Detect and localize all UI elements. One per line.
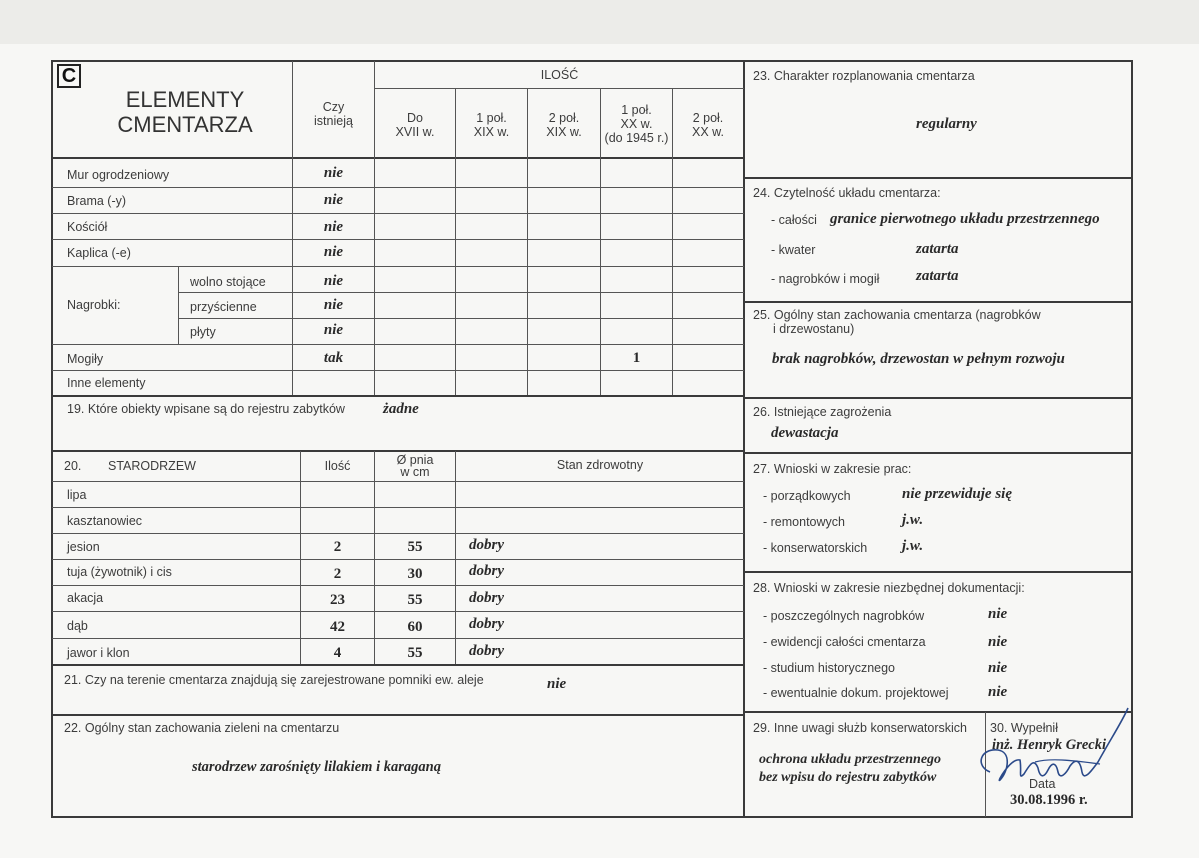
q22-label: 22. Ogólny stan zachowania zieleni na cmentarzu	[64, 721, 340, 735]
header-bottom-line	[52, 157, 744, 159]
q27-label: 27. Wnioski w zakresie prac:	[753, 462, 912, 476]
header-period: 2 poł. XIX w.	[546, 111, 582, 139]
grid-line	[52, 187, 744, 188]
nagrobki-exists: nie	[323, 273, 344, 289]
column-divider	[743, 61, 745, 817]
grid-line	[52, 714, 744, 716]
tree-name: akacja	[67, 591, 104, 605]
mogily-label: Mogiły	[67, 352, 104, 366]
tree-health: dobry	[469, 616, 504, 632]
header-exists: Czy istnieją	[314, 100, 353, 128]
grid-line	[52, 611, 744, 612]
header-period: 1 poł. XIX w.	[473, 111, 510, 139]
q28-item-label: - ewentualnie dokum. projektowej	[763, 686, 949, 700]
tree-diam: 30	[407, 566, 423, 582]
grid-line	[455, 451, 456, 665]
tree-health: dobry	[469, 590, 504, 606]
nagrobki-type: płyty	[190, 325, 216, 339]
element-label: Kościół	[67, 220, 108, 234]
q27-item-answer: j.w.	[902, 538, 924, 554]
element-exists: nie	[323, 244, 344, 260]
q22-answer: starodrzew zarośnięty lilakiem i karaganą	[192, 759, 441, 775]
q29-line1: ochrona układu przestrzennego	[759, 752, 942, 767]
form-title	[90, 87, 280, 137]
q24-item-label: - kwater	[771, 243, 816, 257]
starodrzew-num: 20.	[64, 459, 82, 473]
q28-label: 28. Wnioski w zakresie niezbędnej dokumentacji:	[753, 581, 1025, 595]
tree-health: dobry	[469, 643, 504, 659]
grid-line	[744, 452, 1132, 454]
q28-item-answer: nie	[988, 660, 1008, 676]
q30-name: inż. Henryk Grecki	[992, 737, 1106, 753]
header-period: Do XVII w.	[395, 111, 435, 139]
tree-count: 42	[330, 619, 345, 635]
tree-diam: 55	[407, 645, 423, 661]
grid-line	[744, 301, 1132, 303]
q23-answer: regularny	[916, 116, 977, 132]
tree-diam: 55	[407, 592, 423, 608]
tree-count: 23	[330, 592, 345, 608]
q25-answer: brak nagrobków, drzewostan w pełnym rozwoju	[772, 351, 1065, 367]
q27-item-label: - porządkowych	[763, 489, 851, 503]
grid-line	[52, 370, 744, 371]
grid-line	[178, 266, 179, 344]
q25-line2: i drzewostanu)	[773, 322, 855, 336]
q24-item-label: - całości	[771, 213, 817, 227]
page-top-strip	[0, 0, 1199, 44]
starodrzew-header: STARODRZEW	[108, 459, 196, 473]
grid-line	[178, 292, 744, 293]
nagrobki-exists: nie	[323, 322, 344, 338]
inne-label: Inne elementy	[67, 376, 146, 390]
q28-item-label: - ewidencji całości cmentarza	[763, 635, 926, 649]
q25-line1: 25. Ogólny stan zachowania cmentarza (nagrobków	[753, 308, 1041, 322]
signature-scribble	[960, 700, 1135, 805]
header-ilosc: ILOŚĆ	[540, 68, 579, 82]
q26-answer: dewastacja	[771, 425, 839, 441]
q28-item-answer: nie	[988, 606, 1008, 622]
q28-item-label: - studium historycznego	[763, 661, 896, 675]
q26-label: 26. Istniejące zagrożenia	[753, 405, 892, 419]
grid-line	[52, 213, 744, 214]
tree-diam: 55	[407, 539, 423, 555]
grid-line	[52, 266, 744, 267]
q27-item-answer: j.w.	[902, 512, 924, 528]
starodrzew-col-health: Stan zdrowotny	[556, 458, 644, 472]
grid-line	[744, 571, 1132, 573]
grid-line	[744, 177, 1132, 179]
grid-line	[52, 585, 744, 586]
tree-health: dobry	[469, 563, 504, 579]
tree-health: dobry	[469, 537, 504, 553]
tree-name: lipa	[67, 488, 87, 502]
q27-item-label: - konserwatorskich	[763, 541, 868, 555]
q23-label: 23. Charakter rozplanowania cmentarza	[753, 69, 975, 83]
grid-line	[52, 239, 744, 240]
grid-line	[52, 664, 744, 666]
q30-label: 30. Wypełnił	[990, 721, 1058, 735]
nagrobki-type: przyścienne	[190, 300, 257, 314]
starodrzew-col-diam: Ø pnia w cm	[396, 453, 434, 479]
element-label: Kaplica (-e)	[67, 246, 131, 260]
grid-line	[52, 638, 744, 639]
grid-line	[52, 533, 744, 534]
element-exists: nie	[323, 165, 344, 181]
header-period: 1 poł. XX w. (do 1945 r.)	[604, 103, 669, 145]
q28-item-label: - poszczególnych nagrobków	[763, 609, 925, 623]
title-line-1: ELEMENTY	[125, 87, 245, 112]
tree-count: 4	[333, 645, 342, 661]
tree-name: tuja (żywotnik) i cis	[67, 565, 172, 579]
grid-line	[52, 395, 744, 397]
element-label: Brama (-y)	[67, 194, 127, 208]
nagrobki-label: Nagrobki:	[67, 298, 121, 312]
q24-item-answer: granice pierwotnego układu przestrzennego	[830, 211, 1100, 227]
nagrobki-exists: nie	[323, 297, 344, 313]
grid-line	[52, 507, 744, 508]
tree-name: jawor i klon	[67, 646, 130, 660]
q28-item-answer: nie	[988, 684, 1008, 700]
q30-date: 30.08.1996 r.	[1010, 792, 1088, 808]
grid-line	[52, 344, 744, 345]
section-badge: C	[57, 64, 81, 88]
q21-label: 21. Czy na terenie cmentarza znajdują się zarejestrowane pomniki ew. aleje	[64, 673, 484, 687]
header-period: 2 poł. XX w.	[692, 111, 724, 139]
q24-label: 24. Czytelność układu cmentarza:	[753, 186, 941, 200]
grid-line	[52, 559, 744, 560]
mogily-exists: tak	[323, 350, 344, 366]
tree-name: kasztanowiec	[67, 514, 143, 528]
q29-label: 29. Inne uwagi służb konserwatorskich	[753, 721, 968, 735]
tree-count: 2	[333, 539, 342, 555]
q24-item-label: - nagrobków i mogił	[771, 272, 880, 286]
grid-line	[744, 397, 1132, 399]
q24-item-answer: zatarta	[916, 241, 959, 257]
q29-line2: bez wpisu do rejestru zabytków	[759, 770, 937, 785]
tree-count: 2	[333, 566, 342, 582]
title-line-2: CMENTARZA	[117, 112, 253, 137]
grid-line	[374, 88, 744, 89]
q24-item-answer: zatarta	[916, 268, 959, 284]
element-exists: nie	[323, 219, 344, 235]
q19-answer: żadne	[383, 401, 419, 417]
tree-name: jesion	[67, 540, 100, 554]
q27-item-label: - remontowych	[763, 515, 845, 529]
grid-line	[52, 481, 744, 482]
tree-name: dąb	[67, 619, 88, 633]
starodrzew-col-count: Ilość	[324, 459, 351, 473]
element-label: Mur ogrodzeniowy	[67, 168, 170, 182]
nagrobki-type: wolno stojące	[190, 275, 266, 289]
q21-answer: nie	[547, 676, 567, 692]
grid-line	[178, 318, 744, 319]
q30-date-label: Data	[1029, 777, 1056, 791]
grid-line	[52, 450, 744, 452]
tree-diam: 60	[407, 619, 423, 635]
q19-label: 19. Które obiekty wpisane są do rejestru zabytków	[67, 402, 345, 416]
q28-item-answer: nie	[988, 634, 1008, 650]
element-exists: nie	[323, 192, 344, 208]
q27-item-answer: nie przewiduje się	[902, 486, 1013, 502]
mogily-count: 1	[632, 350, 641, 366]
